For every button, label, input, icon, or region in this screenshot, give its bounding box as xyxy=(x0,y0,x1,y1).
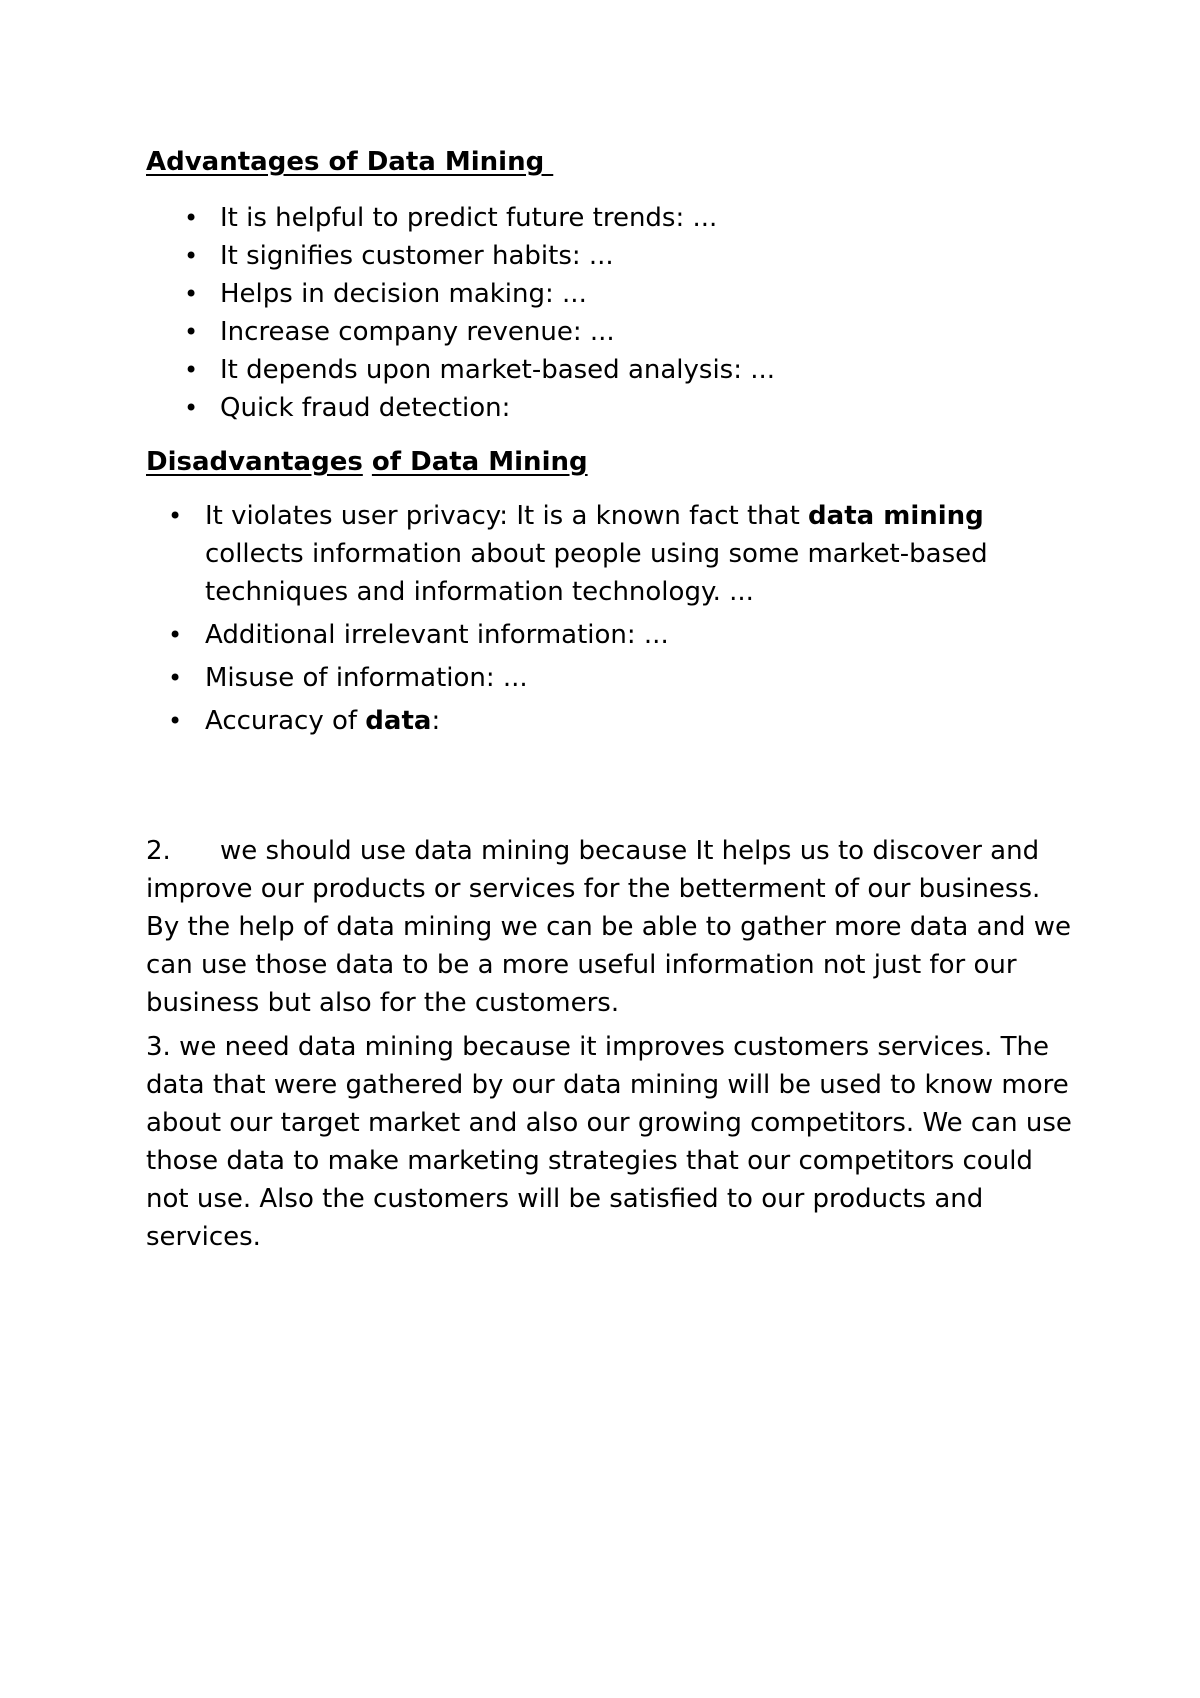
list-item: • Additional irrelevant information: ... xyxy=(146,616,1046,654)
advantages-heading-text: Advantages of Data Mining xyxy=(146,147,554,177)
list-item: • Accuracy of data: xyxy=(146,702,1046,740)
list-item: • Quick fraud detection: xyxy=(146,389,1046,427)
advantages-list xyxy=(146,199,1046,427)
bullet-icon: • xyxy=(168,664,183,692)
bullet-icon: • xyxy=(184,242,199,270)
list-item: • It violates user privacy: It is a known fact that data mining collects information about people using some market-based techniques and information technology. ... xyxy=(146,497,1046,611)
bullet-icon: • xyxy=(184,204,199,232)
bullet-icon: • xyxy=(168,621,183,649)
answer-3-paragraph: 3. we need data mining because it improves customers services. The data that were gathered by our data mining will be used to know more about our target market and also our growing competitors. We can use those data to make marketing strategies that our competitors could not use. Also the customers will be satisfied to our products and services. xyxy=(146,1032,1072,1252)
list-item: • Helps in decision making: ... xyxy=(146,275,1046,313)
bullet-icon: • xyxy=(168,707,183,735)
disadvantages-list xyxy=(146,497,1046,745)
bullet-icon: • xyxy=(168,502,183,530)
list-item: • Increase company revenue: ... xyxy=(146,313,1046,351)
bullet-icon: • xyxy=(184,318,199,346)
answer-2-number: 2. xyxy=(146,836,171,866)
bullet-icon: • xyxy=(184,356,199,384)
advantages-heading xyxy=(146,146,553,178)
list-item: • Misuse of information: ... xyxy=(146,659,1046,697)
list-item: • It signifies customer habits: ... xyxy=(146,237,1046,275)
answer-2-paragraph xyxy=(146,832,1076,1022)
list-item: • It is helpful to predict future trends: ... xyxy=(146,199,1046,237)
list-item: • It depends upon market-based analysis: ... xyxy=(146,351,1046,389)
bullet-icon: • xyxy=(184,394,199,422)
answer-2-text: we should use data mining because It helps us to discover and improve our products or services for the betterment of our business. By the help of data mining we can be able to gather more data and we can use those data to be a more useful information not just for our business but also for the customers. xyxy=(146,836,1072,1018)
bullet-icon: • xyxy=(184,280,199,308)
disadvantages-heading-word: Disadvantages xyxy=(146,447,363,477)
disadvantages-heading xyxy=(146,446,588,478)
disadvantages-heading-rest: of Data Mining xyxy=(371,447,588,477)
